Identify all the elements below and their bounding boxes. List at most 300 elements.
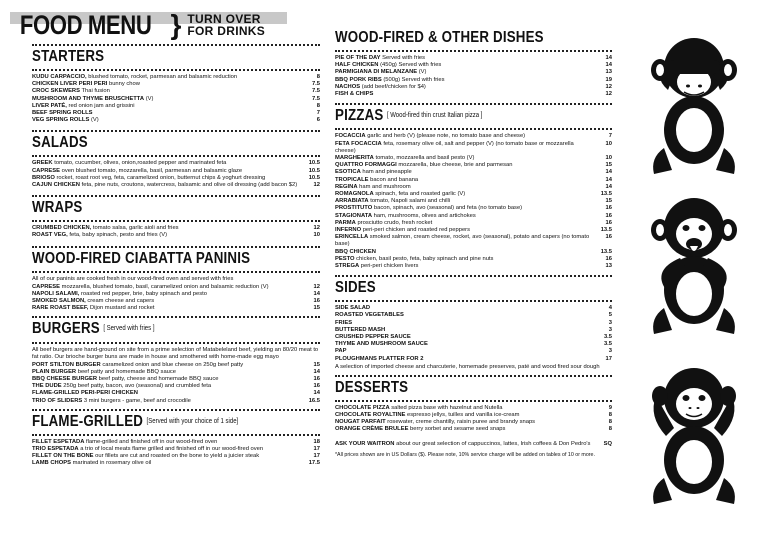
menu-item — [335, 305, 612, 312]
section-title-salads: SALADS — [32, 134, 88, 152]
menu-item-name: REGINA — [335, 183, 358, 190]
menu-item-price: 14 — [605, 169, 612, 176]
divider — [335, 103, 612, 105]
menu-item — [335, 169, 612, 176]
menu-item-description: tomato, Napoli salami and chilli — [368, 198, 451, 205]
menu-item-description: 250g beef patty, bacon, avo (seasonal) and crumbled feta — [61, 383, 212, 390]
menu-item-name: FRIES — [335, 319, 353, 326]
menu-item-price: 8 — [316, 102, 320, 109]
waitron-note — [335, 441, 612, 448]
see-no-evil-monkey-icon — [638, 30, 750, 178]
pizzas-note: [ Wood-fired thin crust Italian pizza ] — [386, 112, 483, 120]
menu-item-name: CRUSHED PEPPER SAUCE — [335, 333, 411, 340]
pizzas-list — [335, 133, 612, 270]
menu-item-price: 16 — [605, 212, 612, 219]
menu-item — [335, 334, 612, 341]
menu-item-text — [32, 446, 308, 453]
menu-item — [335, 412, 612, 419]
menu-item — [32, 232, 320, 239]
menu-item-price: 12 — [313, 182, 320, 189]
menu-item — [335, 155, 612, 162]
menu-item-text — [335, 263, 600, 270]
menu-item-text — [335, 305, 600, 312]
menu-item-text — [32, 182, 308, 189]
menu-item-price: 16.5 — [308, 397, 320, 404]
menu-item-description: (V) — [89, 117, 99, 124]
menu-item-description: blushed tomato, rocket, parmesan and balsamic reduction — [86, 74, 238, 80]
menu-item-price: 14 — [605, 55, 612, 61]
menu-item-text — [335, 341, 600, 348]
menu-item-text — [335, 77, 600, 84]
menu-item-text — [335, 55, 600, 62]
divider — [335, 50, 612, 52]
section-title-flame-grilled — [32, 414, 280, 430]
menu-item-price: 8 — [608, 426, 612, 433]
menu-item-text — [335, 227, 600, 234]
menu-item-price: 3.5 — [603, 341, 612, 348]
menu-item-description: prosciutto crudo, fresh rocket — [355, 219, 433, 226]
menu-item-name: TROPICALE — [335, 176, 369, 183]
menu-item-description: feta, pine nuts, croutons, watercress, balsamic and olive oil dressing (add bacon $2) — [80, 182, 298, 189]
waitron-desc: about our great selection of cappuccinos, lattes, Irish coffees & Don Pedro's — [394, 440, 591, 447]
menu-item — [32, 284, 320, 291]
desserts-list — [335, 405, 612, 434]
menu-item-description: (V) — [417, 69, 427, 76]
menu-item-description: spinach, feta and roasted garlic (V) — [373, 190, 466, 197]
menu-item-text — [335, 155, 600, 162]
menu-item — [335, 426, 612, 433]
menu-item — [32, 96, 320, 103]
menu-item-text — [32, 168, 308, 175]
menu-item-text — [335, 327, 600, 334]
menu-item-price: 7 — [608, 133, 612, 140]
menu-item-description: bunny chow — [107, 81, 140, 88]
menu-item-description: cream cheese and capers — [85, 298, 155, 305]
menu-item-price: 14 — [605, 176, 612, 183]
menu-item-name: FOCACCIA — [335, 133, 366, 140]
menu-item-name: CHOCOLATE PIZZA — [335, 404, 390, 411]
menu-item — [335, 220, 612, 227]
menu-item-name: CAPRESE — [32, 283, 61, 290]
divider — [32, 409, 320, 411]
menu-item-text — [32, 284, 308, 291]
section-title-wraps: WRAPS — [32, 199, 83, 217]
divider — [32, 342, 320, 344]
menu-item-name: BBQ PORK RIBS — [335, 76, 382, 83]
menu-item — [335, 320, 612, 327]
menu-item — [335, 84, 612, 91]
menu-item-price: 10 — [605, 154, 612, 161]
menu-item-text — [335, 312, 600, 319]
menu-item-description: Served with fries — [380, 55, 425, 61]
menu-item-description: caramelized onion and blue cheese on 250g beef patty — [100, 361, 244, 368]
menu-item — [335, 327, 612, 334]
menu-item-text — [32, 376, 308, 383]
menu-item-text — [335, 426, 600, 433]
menu-item-price: 14 — [605, 183, 612, 190]
menu-item-price: 3 — [608, 348, 612, 355]
menu-item-name: VEG SPRING ROLLS — [32, 117, 90, 124]
menu-item — [32, 160, 320, 167]
menu-item-description: bacon, spinach, avo (seasonal) and feta (no tomato base) — [372, 205, 523, 212]
menu-title: FOOD MENU — [19, 10, 152, 40]
menu-item-description: smoked salmon, cream cheese, rocket, avo (seasonal), potato and capers (no tomato base) — [335, 234, 590, 248]
menu-item-name: TRIO ESPETADA — [32, 446, 79, 453]
menu-item — [335, 356, 612, 363]
menu-item-price: 13 — [605, 262, 612, 269]
menu-item-description: red onion jam and grissini — [66, 102, 135, 109]
menu-item-name: ROASTED VEGETABLES — [335, 312, 404, 319]
menu-item-name: STAGIONATA — [335, 212, 373, 219]
menu-item-price: 10 — [313, 232, 320, 239]
menu-item-price: 17 — [605, 355, 612, 362]
menu-item-description: bacon and banana — [368, 176, 419, 183]
menu-header — [10, 10, 320, 40]
menu-item-text — [335, 405, 600, 412]
menu-item-name: QUATTRO FORMAGGI — [335, 162, 397, 169]
menu-item-price: 5 — [608, 312, 612, 319]
woodfired-list — [335, 55, 612, 98]
menu-item-price: 8 — [608, 419, 612, 426]
menu-item — [32, 103, 320, 110]
menu-item-name: GREEK — [32, 160, 53, 167]
menu-item-price: 12 — [313, 283, 320, 290]
menu-item — [335, 198, 612, 205]
menu-item — [335, 205, 612, 212]
divider — [335, 375, 612, 377]
section-title-paninis: WOOD-FIRED CIABATTA PANINIS — [32, 249, 251, 267]
starters-list — [32, 74, 320, 124]
left-column — [19, 9, 320, 468]
menu-item-description: feta, baby spinach, pesto and fries (V) — [67, 232, 168, 239]
menu-item-text — [32, 81, 308, 88]
menu-item-price: 8 — [316, 74, 320, 80]
footnote: *All prices shown are in US Dollars ($). Please note, 10% service charge will be added on tables of 10 or more. — [335, 451, 595, 458]
menu-item-price: 16 — [605, 205, 612, 212]
menu-item — [32, 383, 320, 390]
menu-item — [32, 225, 320, 232]
menu-item-name: BEEF SPRING ROLLS — [32, 110, 93, 117]
menu-item-description: rosewater, creme chantilly, raisin puree and brandy snaps — [385, 419, 536, 426]
section-title-wood-fired: WOOD-FIRED & OTHER DISHES — [335, 29, 544, 46]
menu-item — [335, 256, 612, 263]
divider — [32, 246, 320, 248]
burgers-list — [32, 362, 320, 405]
menu-item-price: 4 — [608, 305, 612, 312]
platter-description: A selection of imported cheese and charcuterie, homemade preserves, paté and wood fired sour dough — [335, 363, 600, 370]
sides-list — [335, 305, 612, 363]
menu-item-text — [335, 356, 600, 363]
menu-item-description: feta, rosemary olive oil, salt and pepper (V) (no tomato base or mozzarella cheese) — [335, 140, 574, 154]
divider — [335, 400, 612, 402]
menu-item-name: SMOKED SALMON, — [32, 298, 86, 305]
menu-item-name: KUDU CARPACCIO, — [32, 74, 87, 80]
wraps-list — [32, 225, 320, 239]
menu-item — [32, 439, 320, 446]
menu-item-name: PARMIGIANA DI MELANZANE — [335, 69, 418, 76]
menu-item-name: FILLET ON THE BONE — [32, 453, 94, 460]
menu-item-text — [335, 234, 600, 248]
menu-item-text — [32, 110, 308, 117]
menu-item — [32, 117, 320, 124]
menu-item — [32, 81, 320, 88]
menu-item-name: ROAST VEG, — [32, 232, 68, 239]
burgers-title-text: BURGERS — [32, 320, 100, 338]
menu-item-text — [335, 348, 600, 355]
menu-item-price: 12 — [605, 83, 612, 90]
menu-item-name: FETA FOCACCIA — [335, 140, 382, 147]
menu-item-description: roasted red pepper, brie, baby spinach and pesto — [79, 290, 207, 297]
monkey-illustrations — [630, 0, 768, 543]
menu-item-description: tomato, cucumber, olives, onion,roasted pepper and marinated feta — [52, 160, 227, 167]
menu-item-price: 16 — [605, 255, 612, 262]
menu-item-text — [335, 334, 600, 341]
menu-item — [335, 55, 612, 62]
menu-item-price: 14 — [313, 368, 320, 375]
menu-item — [32, 398, 320, 405]
menu-item — [32, 298, 320, 305]
menu-item-name: FILLET ESPETADA — [32, 438, 85, 445]
menu-item — [32, 182, 320, 189]
waitron-name: ASK YOUR WAITRON — [335, 440, 395, 447]
burgers-intro: All beef burgers are hand-ground on site from a prime selection of Matabeleland beef, yielding an 80/20 meat to fat ratio. Our brioche burger buns are made in house and smothered with home-made egg mayo — [32, 346, 319, 360]
menu-item-price: 6 — [316, 117, 320, 124]
menu-item-name: LIVER PATÉ, — [32, 102, 67, 109]
menu-item-description: tomato, mozzarella and basil pesto (V) — [373, 154, 475, 161]
divider — [335, 300, 612, 302]
menu-item-name: CHICKEN LIVER PERI PERI — [32, 81, 108, 88]
menu-item — [335, 263, 612, 270]
menu-item-description: salted pizza base with hazelnut and Nutella — [389, 404, 503, 411]
menu-item-price: 15 — [313, 305, 320, 312]
menu-item-name: PIE OF THE DAY — [335, 55, 381, 61]
menu-item-name: PLAIN BURGER — [32, 368, 77, 375]
menu-item-description: our fillets are cut and roasted on the bone to yield a juicier steak — [93, 453, 260, 460]
menu-item-name: MARGHERITA — [335, 154, 374, 161]
menu-item — [32, 305, 320, 312]
speak-no-evil-monkey-icon — [638, 190, 750, 338]
menu-item-name: PESTO — [335, 255, 355, 262]
menu-item-text — [335, 69, 600, 76]
turn-over-note — [187, 13, 265, 37]
menu-item-text — [335, 198, 600, 205]
menu-item-price: 14 — [605, 62, 612, 69]
divider — [32, 44, 320, 46]
menu-item — [335, 184, 612, 191]
menu-item-price: 3 — [608, 319, 612, 326]
menu-item — [32, 175, 320, 182]
menu-item-name: ROMAGNOLA — [335, 190, 374, 197]
menu-item-name: THE DUDE — [32, 383, 62, 390]
menu-item — [335, 77, 612, 84]
divider — [32, 130, 320, 132]
menu-item-name: LAMB CHOPS — [32, 460, 71, 467]
menu-item-name: ARRABIATA — [335, 198, 369, 205]
menu-item-name: PARMA — [335, 219, 356, 226]
salads-list — [32, 160, 320, 189]
menu-item-description: berry sorbet and sesame seed snaps — [408, 426, 506, 433]
menu-item-price: 14 — [313, 290, 320, 297]
brace-glyph: } — [170, 9, 182, 40]
menu-item-price: 7.5 — [311, 81, 320, 88]
menu-item-text — [32, 390, 308, 397]
divider — [32, 316, 320, 318]
middle-column — [335, 30, 612, 460]
menu-item-description: flame-grilled and finished off in our wood-fired oven — [84, 438, 218, 445]
menu-item-name: HALF CHICKEN — [335, 62, 379, 69]
menu-item — [32, 88, 320, 95]
menu-item — [335, 312, 612, 319]
menu-item — [32, 369, 320, 376]
menu-item-name: BBQ CHEESE BURGER — [32, 375, 98, 382]
menu-item — [335, 191, 612, 198]
menu-item-text — [335, 162, 600, 169]
menu-item-price: 18 — [313, 438, 320, 445]
menu-item-text — [335, 133, 600, 140]
menu-item-text — [335, 412, 600, 419]
menu-item-description: ham and pineapple — [360, 169, 412, 176]
menu-item-name: CROC SKEWERS — [32, 88, 80, 95]
menu-item — [32, 446, 320, 453]
menu-item-text — [32, 362, 308, 369]
menu-item-text — [32, 383, 308, 390]
flame-note: [Served with your choice of 1 side] — [146, 417, 239, 425]
menu-item-description: garlic and herb (V) (please note, no tomato base and cheese) — [365, 133, 526, 140]
divider — [32, 195, 320, 197]
menu-item-text — [32, 96, 308, 103]
menu-item-name: INFERNO — [335, 226, 362, 233]
menu-item-text — [335, 220, 600, 227]
menu-item — [32, 74, 320, 81]
section-title-pizzas — [335, 108, 573, 124]
menu-item-text — [335, 62, 600, 69]
menu-item — [335, 133, 612, 140]
menu-item-name: FLAME-GRILLED PERI-PERI CHICKEN — [32, 390, 138, 397]
menu-item-price: 17.5 — [308, 460, 320, 467]
menu-item-description: ham and mushroom — [357, 183, 411, 190]
menu-item-price: 16 — [605, 219, 612, 226]
section-title-desserts: DESSERTS — [335, 378, 409, 396]
menu-item-name: NACHOS — [335, 83, 361, 90]
menu-item-text — [335, 91, 600, 98]
menu-item-text — [32, 88, 308, 95]
menu-item-description: beef patty and homemade BBQ sauce — [76, 368, 177, 375]
menu-item-name: PLOUGHMANS PLATTER FOR 2 — [335, 355, 424, 362]
menu-item-price: 13.5 — [600, 190, 612, 197]
menu-item-text — [32, 369, 308, 376]
pizzas-title-text: PIZZAS — [335, 107, 384, 125]
menu-item-description: espresso jellys, tuilles and vanilla ice-cream — [405, 412, 520, 418]
menu-item-text — [32, 460, 308, 467]
menu-item-name: NOUGAT PARFAIT — [335, 419, 386, 426]
menu-item-description: mozzarella, blue cheese, brie and parmesan — [396, 162, 513, 169]
menu-item — [335, 249, 612, 256]
menu-item-name: ORANGE CRÈME BRULEE — [335, 426, 409, 433]
menu-item-text — [32, 74, 308, 81]
menu-item-price: 10.5 — [308, 160, 320, 167]
menu-item — [335, 91, 612, 98]
menu-item-price: 19 — [605, 76, 612, 83]
divider — [335, 128, 612, 130]
section-title-sides: SIDES — [335, 279, 376, 297]
menu-item-price: 14 — [313, 390, 320, 397]
section-title-starters: STARTERS — [32, 48, 105, 65]
menu-item-description: mozzarella, blushed tomato, basil, caramelized onion and balsamic reduction (V) — [60, 283, 269, 290]
menu-item-description: peri-peri chicken and roasted red peppers — [361, 226, 471, 233]
divider — [32, 434, 320, 436]
menu-item-name: SIDE SALAD — [335, 305, 371, 312]
menu-item-price: 10.5 — [308, 167, 320, 174]
menu-item-text — [32, 305, 308, 312]
menu-item-description: rocket, roast root veg, feta, caramelized onion, butternut chips & yoghurt dressing — [54, 174, 266, 181]
menu-item-name: STREGA — [335, 262, 360, 269]
menu-item-description: a trio of local meats flame grilled and finished off in our wood-fired oven — [78, 446, 264, 453]
menu-item-description: chicken, basil pesto, feta, baby spinach and pine nuts — [354, 255, 494, 262]
menu-item-name: PORT STILTON BURGER — [32, 361, 101, 368]
menu-item-text — [32, 439, 308, 446]
menu-item-text — [32, 232, 308, 239]
divider — [32, 155, 320, 157]
divider — [32, 271, 320, 273]
menu-item — [335, 227, 612, 234]
menu-item-text — [32, 298, 308, 305]
menu-item-price: 9 — [608, 404, 612, 411]
menu-item — [32, 291, 320, 298]
menu-item-text — [335, 320, 600, 327]
menu-item — [335, 341, 612, 348]
menu-item — [32, 168, 320, 175]
menu-item-price: 13.5 — [600, 248, 612, 255]
menu-item-price: 3.5 — [603, 333, 612, 340]
turn-over-text: TURN OVER — [187, 12, 261, 26]
menu-item-name: TRIO OF SLIDERS — [32, 397, 83, 404]
menu-item-price: 15 — [313, 361, 320, 368]
menu-item-description: beef patty, cheese and homemade BBQ sauce — [97, 375, 219, 382]
hear-no-evil-monkey-icon — [638, 360, 750, 510]
divider — [335, 275, 612, 277]
menu-item — [335, 213, 612, 220]
menu-item-description: ham, mushrooms, olives and artichokes — [372, 212, 476, 219]
menu-item-price: 3 — [608, 326, 612, 333]
menu-item-price: 10 — [605, 140, 612, 147]
divider — [32, 220, 320, 222]
menu-item-price: 12 — [313, 225, 320, 232]
menu-item — [32, 110, 320, 117]
menu-item — [32, 362, 320, 369]
menu-item-name: CHOCOLATE ROYALTINE — [335, 412, 406, 418]
menu-item-name: NAPOLI SALAMI, — [32, 290, 80, 297]
menu-item-text — [32, 225, 308, 232]
menu-item-description: tomato salsa, garlic aioli and fries — [91, 225, 179, 232]
menu-item-price: 17 — [313, 446, 320, 453]
menu-item-text — [335, 213, 600, 220]
menu-item — [335, 162, 612, 169]
menu-item-name: CAJUN CHICKEN — [32, 182, 80, 189]
menu-item-text — [32, 160, 308, 167]
menu-item-price: 10.5 — [308, 174, 320, 181]
menu-item-description: (450g) Served with fries — [378, 62, 442, 69]
menu-item-text — [335, 205, 600, 212]
burgers-note: [ Served with fries ] — [103, 325, 155, 333]
menu-item-name: PROSTITUTO — [335, 205, 373, 212]
for-drinks-text: FOR DRINKS — [187, 24, 266, 38]
menu-item-name: ERINCELLA — [335, 234, 369, 241]
menu-item-text — [335, 141, 600, 155]
menu-item-price: 7 — [316, 110, 320, 117]
menu-item-name: BUTTERED MASH — [335, 326, 386, 333]
menu-item — [335, 405, 612, 412]
menu-item — [32, 453, 320, 460]
